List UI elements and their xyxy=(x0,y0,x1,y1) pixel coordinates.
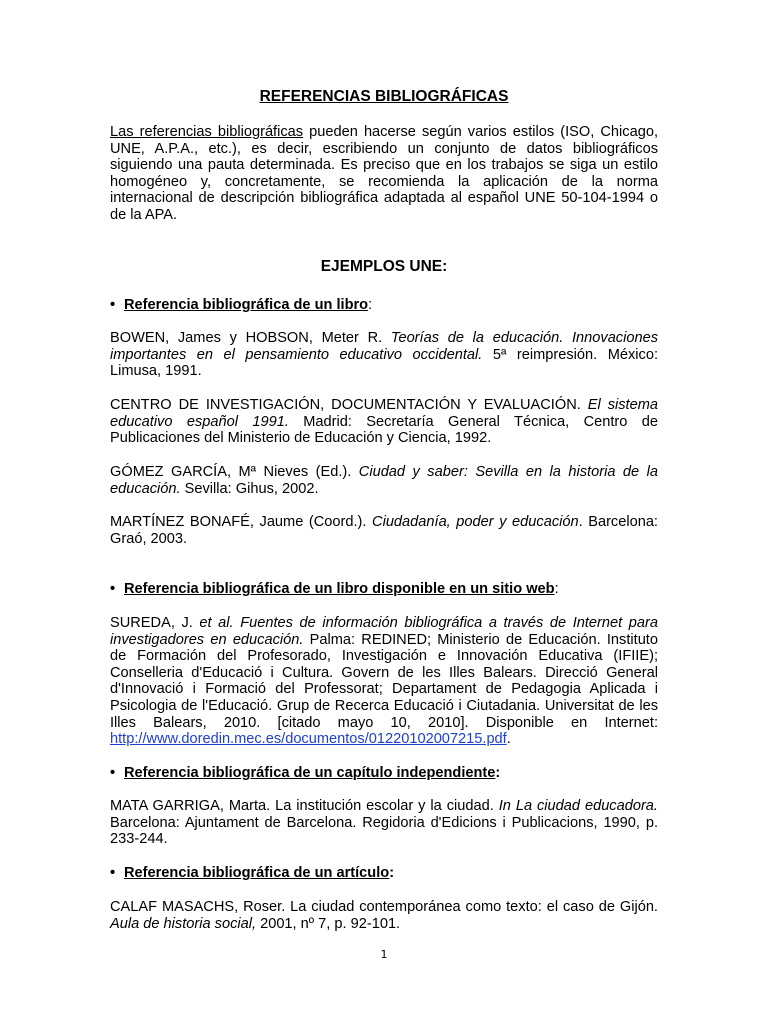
bullet-heading-text: Referencia bibliográfica de un artículo xyxy=(124,865,390,881)
reference-entry: CALAF MASACHS, Roser. La ciudad contemporánea como texto: el caso de Gijón. Aula de historia social, 2001, nº 7, p. 92-101. xyxy=(110,899,658,932)
intro-text: pueden hacerse según varios estilos (ISO, Chicago, UNE, A.P.A., etc.), es decir, escribiendo un conjunto de datos bibliográficos siguiendo una pauta determinada. Es preciso que en los trabajos se siga un estilo homogéneo y, concretamente, se recomienda la aplicación de la norma internacional de descripción bibliográfica adaptada al español UNE 50-104-1994 o de la APA. xyxy=(110,124,658,223)
intro-paragraph xyxy=(110,124,658,224)
bullet-heading-capitulo: • Referencia bibliográfica de un capítulo independiente: xyxy=(110,765,501,781)
bullet-icon: • xyxy=(110,581,116,597)
bullet-icon: • xyxy=(110,865,116,881)
section-heading: EJEMPLOS UNE: xyxy=(320,258,448,275)
bullet-heading-libro: • Referencia bibliográfica de un libro: xyxy=(110,297,373,313)
reference-entry: SUREDA, J. et al. Fuentes de información bibliográfica a través de Internet para investigadores en educación. Palma: REDINED; Ministerio de Educación. Instituto de Formación del Profesorado, Investigación e Innovación Educativa (IFIIE); Conselleria d'Educació i Cultura. Govern de les Illes Balears. Direcció General d'Innovació i Formació del Professorat; Departament de Pedagogia Aplicada i Psicologia de l'Educació. Grup de Recerca Educació i Ciutadania. Universitat de les Illes Balears, 2010. [citado mayo 10, 2010]. Disponible en Internet: http://www.doredin.mec.es/documentos/01220102007215.pdf. xyxy=(110,615,658,748)
bullet-heading-text: Referencia bibliográfica de un capítulo independiente xyxy=(124,765,496,781)
reference-entry: GÓMEZ GARCÍA, Mª Nieves (Ed.). Ciudad y saber: Sevilla en la historia de la educación. Sevilla: Gihus, 2002. xyxy=(110,464,658,497)
reference-entry: CENTRO DE INVESTIGACIÓN, DOCUMENTACIÓN Y EVALUACIÓN. El sistema educativo español 1991. Madrid: Secretaría General Técnica, Centro de Publicaciones del Ministerio de Educación y Ciencia, 1992. xyxy=(110,397,659,447)
reference-entry: BOWEN, James y HOBSON, Meter R. Teorías de la educación. Innovaciones importantes en el pensamiento educativo occidental. 5ª reimpresión. México: Limusa, 1991. xyxy=(110,330,658,380)
bullet-heading-web: • Referencia bibliográfica de un libro disponible en un sitio web: xyxy=(110,581,559,597)
bullet-heading-text: Referencia bibliográfica de un libro xyxy=(124,297,369,313)
bullet-icon: • xyxy=(110,297,116,313)
bullet-heading-articulo: • Referencia bibliográfica de un artículo: xyxy=(110,865,395,881)
intro-underlined-term: Las referencias bibliográficas xyxy=(110,124,304,140)
page-number: 1 xyxy=(380,948,388,961)
bullet-icon: • xyxy=(110,765,116,781)
reference-entry: MARTÍNEZ BONAFÉ, Jaume (Coord.). Ciudadanía, poder y educación. Barcelona: Graó, 2003. xyxy=(110,514,658,547)
bullet-heading-text: Referencia bibliográfica de un libro disponible en un sitio web xyxy=(124,581,555,597)
document-title: REFERENCIAS BIBLIOGRÁFICAS xyxy=(259,88,509,105)
reference-link[interactable]: http://www.doredin.mec.es/documentos/01220102007215.pdf xyxy=(110,731,507,748)
reference-entry: MATA GARRIGA, Marta. La institución escolar y la ciudad. In La ciudad educadora. Barcelona: Ajuntament de Barcelona. Regidoria d'Edicions i Publicacions, 1990, p. 233-244. xyxy=(110,798,658,848)
